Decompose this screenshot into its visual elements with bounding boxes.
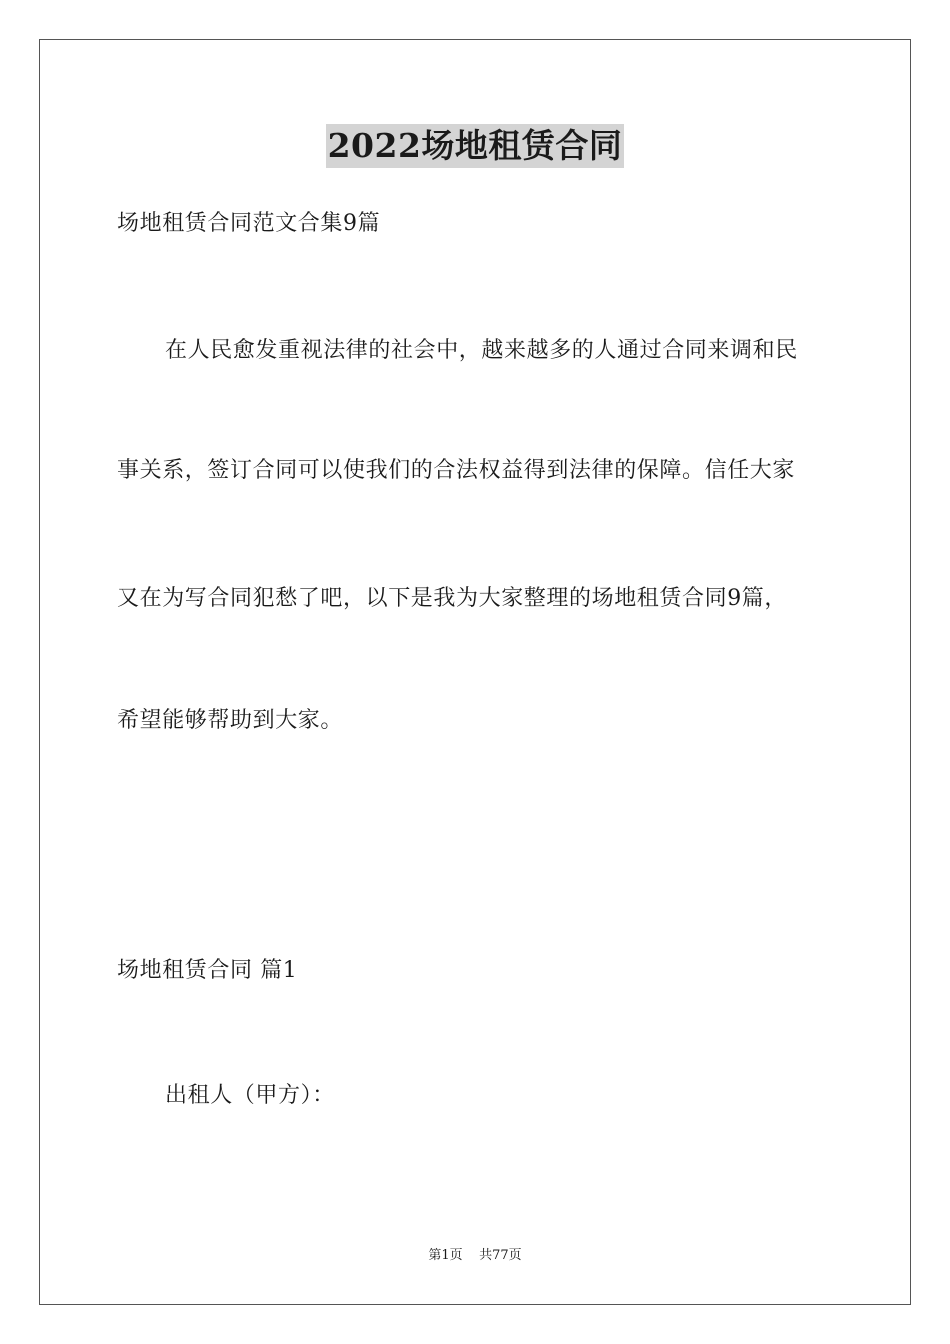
intro-line-1: 在人民愈发重视法律的社会中，越来越多的人通过合同来调和民 bbox=[165, 338, 798, 363]
section-heading: 场地租赁合同 篇1 bbox=[117, 958, 298, 983]
intro-line-2: 事关系，签订合同可以使我们的合法权益得到法律的保障。信任大家 bbox=[117, 458, 796, 483]
intro-line-3: 又在为写合同犯愁了吧，以下是我为大家整理的场地租赁合同9篇， bbox=[117, 586, 787, 611]
lessor-label: 出租人（甲方）： bbox=[165, 1083, 335, 1108]
document-subtitle: 场地租赁合同范文合集9篇 bbox=[117, 211, 381, 236]
page-footer: 第1页 共77页 bbox=[428, 1248, 522, 1263]
title-container bbox=[0, 124, 950, 168]
document-title: 2022场地租赁合同 bbox=[326, 124, 625, 168]
intro-line-4: 希望能够帮助到大家。 bbox=[117, 708, 344, 733]
